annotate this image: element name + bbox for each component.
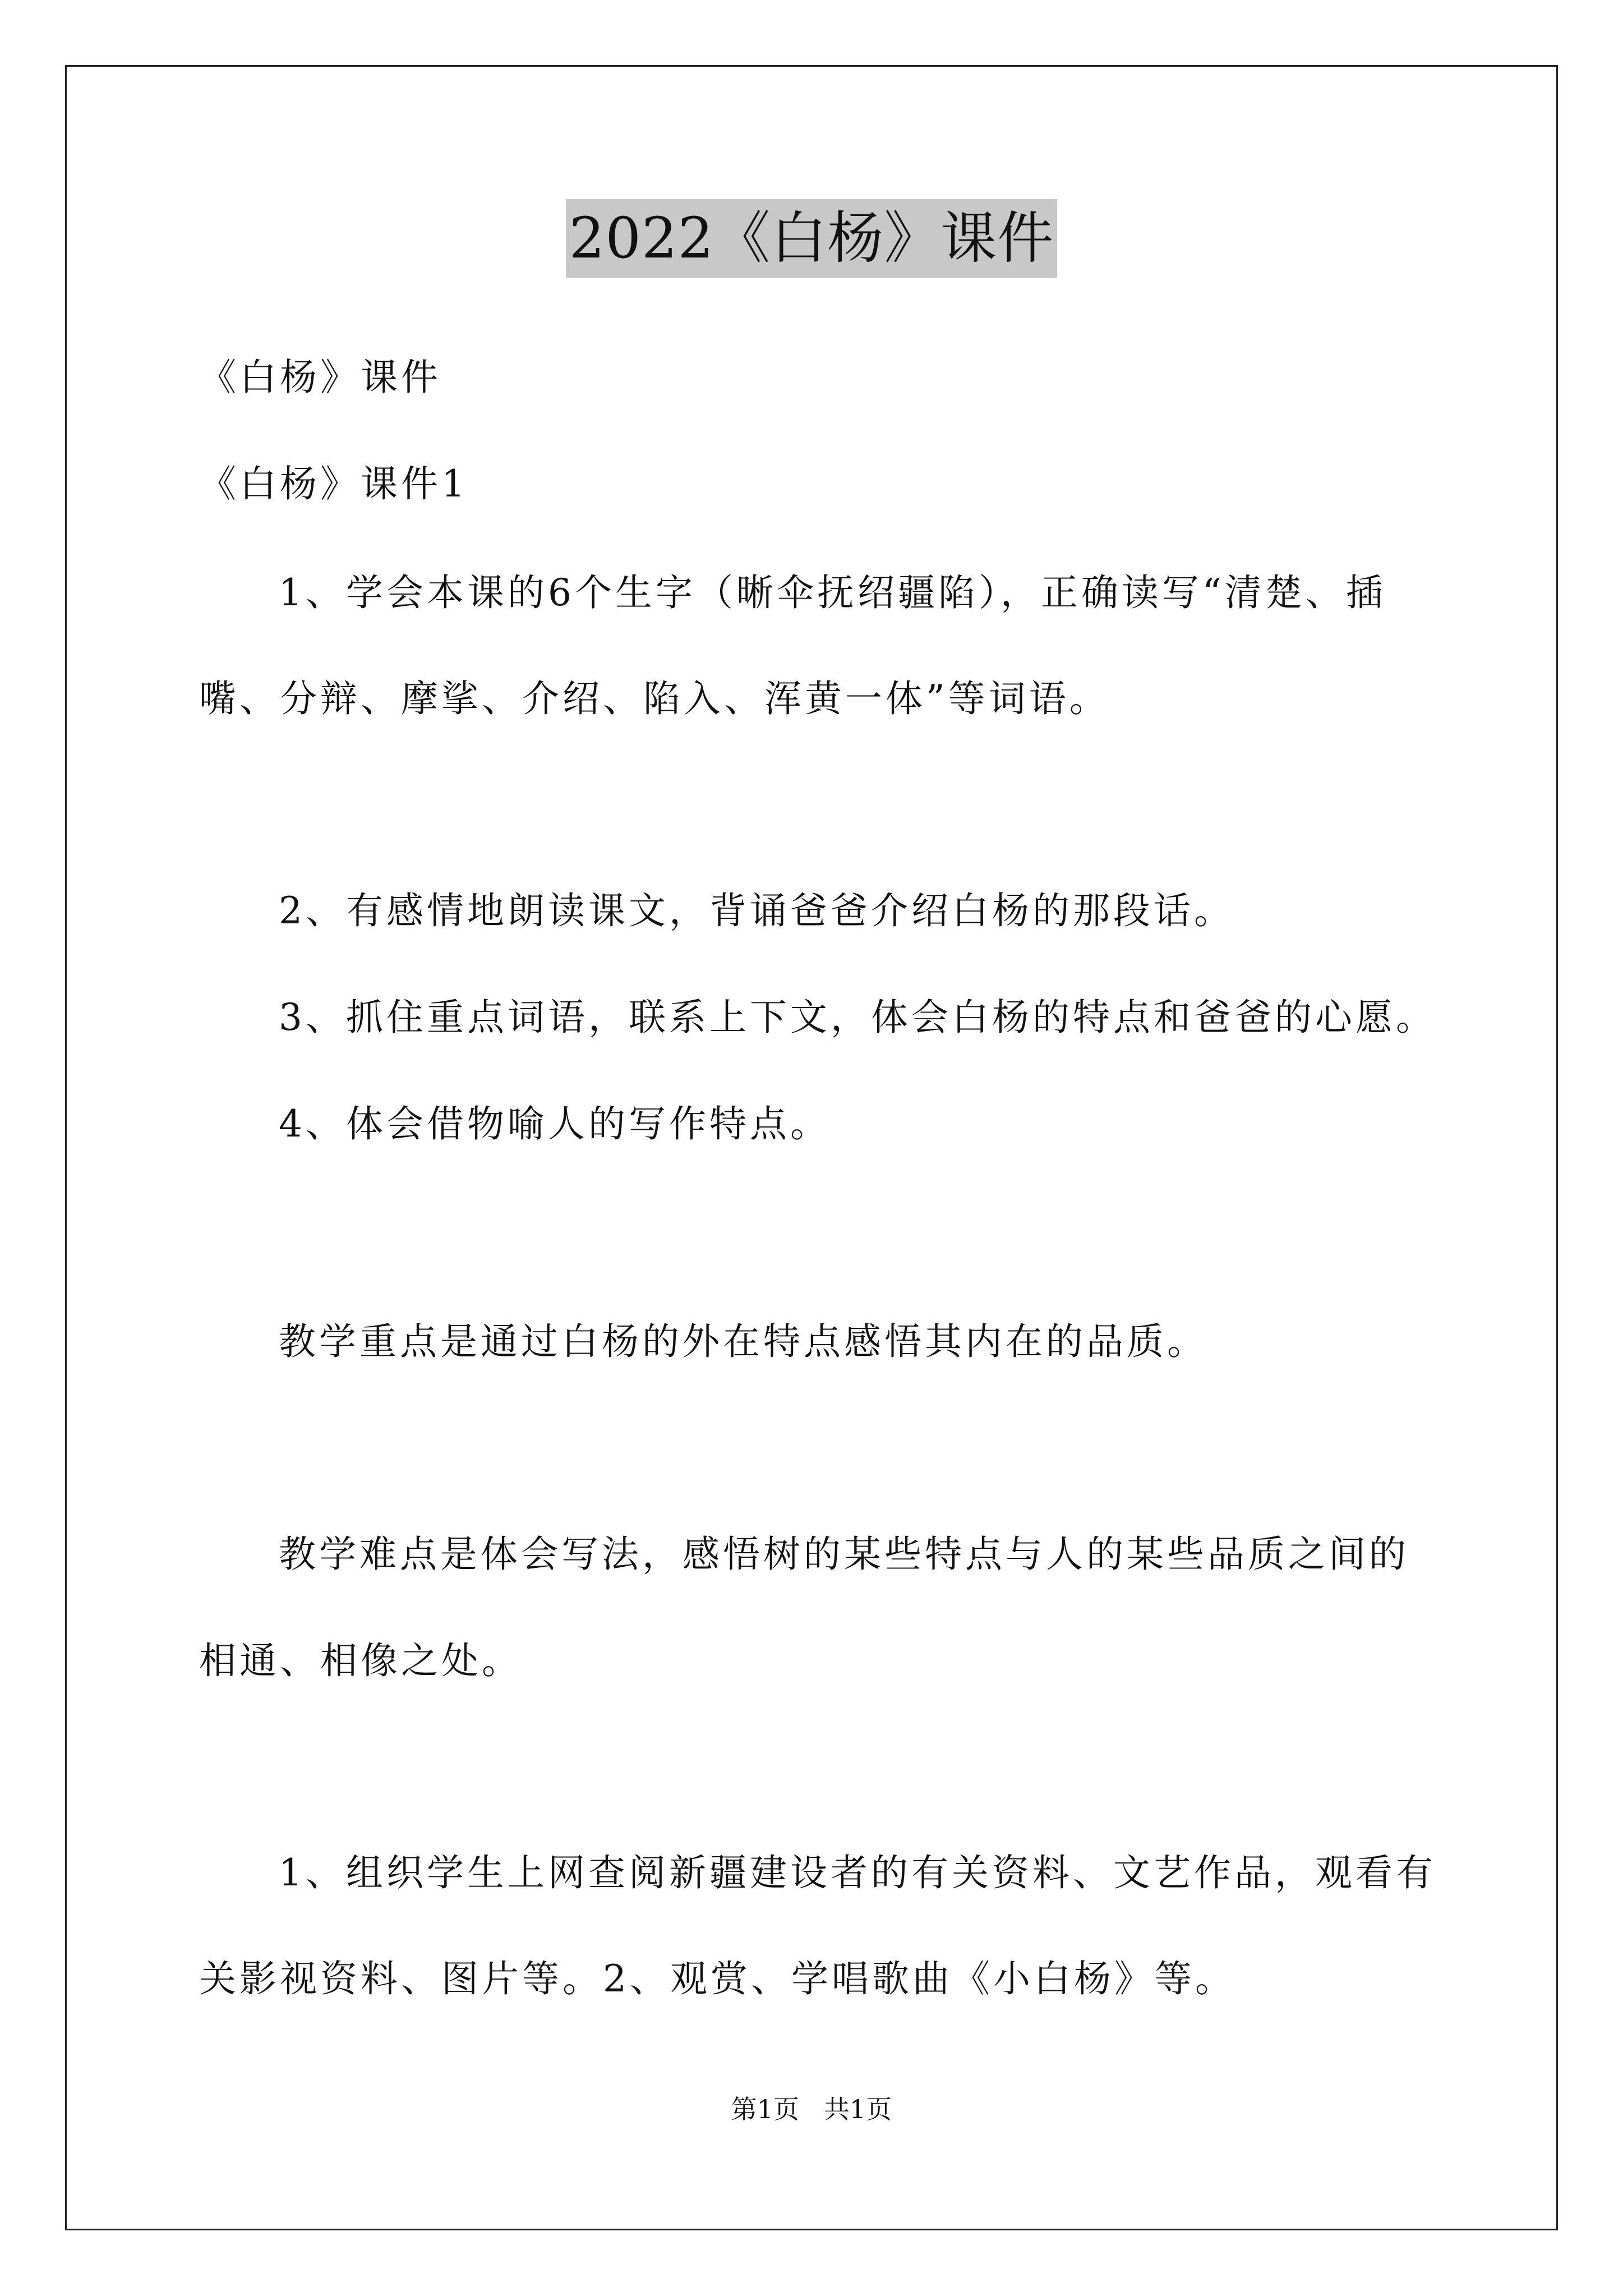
text-line-objective-1b: 嘴、分辩、摩挲、介绍、陷入、浑黄一体”等词语。 <box>199 677 1110 720</box>
text-line-objective-4: 4、体会借物喻人的写作特点。 <box>279 1102 831 1145</box>
text-line-objective-2: 2、有感情地朗读课文，背诵爸爸介绍白杨的那段话。 <box>279 889 1234 932</box>
text-line-objective-1a: 1、学会本课的6个生字（晰伞抚绍疆陷），正确读写“清楚、插 <box>279 571 1386 614</box>
title-container <box>0 199 1623 278</box>
text-line-difficulty-a: 教学难点是体会写法，感悟树的某些特点与人的某些品质之间的 <box>279 1533 1409 1576</box>
text-line-difficulty-b: 相通、相像之处。 <box>199 1639 522 1682</box>
document-title: 2022《白杨》课件 <box>566 199 1058 278</box>
text-line-prep-a: 1、组织学生上网查阅新疆建设者的有关资料、文艺作品，观看有 <box>279 1851 1436 1894</box>
text-line-heading: 《白杨》课件1 <box>199 462 468 505</box>
page-footer: 第1页 共1页 <box>731 2094 892 2124</box>
text-line-prep-b: 关影视资料、图片等。2、观赏、学唱歌曲《小白杨》等。 <box>199 1957 1235 2000</box>
text-line-key-point: 教学重点是通过白杨的外在特点感悟其内在的品质。 <box>279 1320 1207 1363</box>
text-line-objective-3: 3、抓住重点词语，联系上下文，体会白杨的特点和爸爸的心愿。 <box>279 996 1436 1039</box>
text-line-subtitle: 《白杨》课件 <box>199 356 441 399</box>
